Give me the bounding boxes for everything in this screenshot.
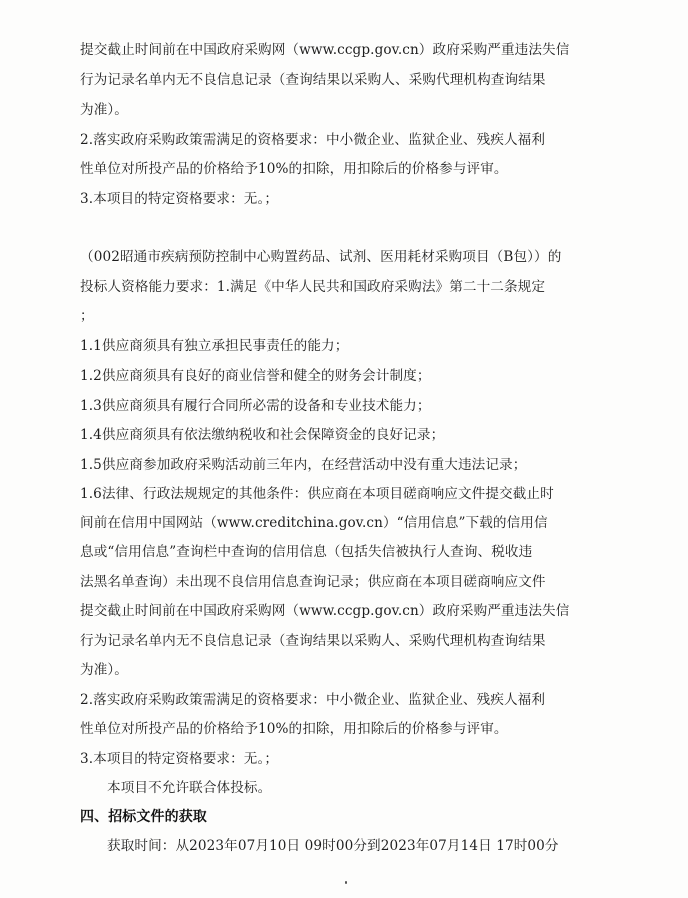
text-line: 性单位对所投产品的价格给予10%的扣除，用扣除后的价格参与评审。: [80, 721, 508, 737]
text-line: 1.6法律、行政法规规定的其他条件：供应商在本项目磋商响应文件提交截止时: [80, 486, 554, 502]
text-line: 提交截止时间前在中国政府采购网（www.ccgp.gov.cn）政府采购严重违法失信: [80, 42, 570, 58]
text-line: （002昭通市疾病预防控制中心购置药品、试剂、医用耗材采购项目（B包））的: [80, 249, 562, 265]
text-line: 间前在信用中国网站（www.creditchina.gov.cn）“信用信息”下载的信用信: [80, 515, 548, 531]
text-line: 1.2供应商须具有良好的商业信誉和健全的财务会计制度；: [80, 368, 431, 384]
text-line: ；: [80, 308, 94, 324]
text-line: 为准）。: [80, 102, 128, 118]
text-line: 行为记录名单内无不良信息记录（查询结果以采购人、采购代理机构查询结果: [80, 633, 546, 649]
text-line: 2.落实政府采购政策需满足的资格要求：中小微企业、监狱企业、残疾人福利: [80, 132, 546, 148]
text-line: 息或“信用信息”查询栏中查询的信用信息（包括失信被执行人查询、税收违: [80, 544, 533, 560]
text-line: 提交截止时间前在中国政府采购网（www.ccgp.gov.cn）政府采购严重违法失信: [80, 603, 570, 619]
text-line: 3.本项目的特定资格要求：无。；: [80, 191, 279, 207]
text-line: 1.5供应商参加政府采购活动前三年内，在经营活动中没有重大违法记录；: [80, 457, 527, 473]
text-line: 1.4供应商须具有依法缴纳税收和社会保障资金的良好记录；: [80, 427, 445, 443]
text-line: 2.落实政府采购政策需满足的资格要求：中小微企业、监狱企业、残疾人福利: [80, 692, 546, 708]
text-line: 为准）。: [80, 662, 128, 678]
text-line: 行为记录名单内无不良信息记录（查询结果以采购人、采购代理机构查询结果: [80, 72, 546, 88]
acquire-time: 获取时间：从2023年07月10日 09时00分到2023年07月14日 17时00分: [107, 838, 559, 854]
text-line: 1.1供应商须具有独立承担民事责任的能力；: [80, 338, 349, 354]
scan-speck: [345, 881, 347, 884]
section-heading: 四、招标文件的获取: [80, 809, 207, 825]
consortium-note: 本项目不允许联合体投标。: [107, 780, 272, 796]
text-line: 投标人资格能力要求：1.满足《中华人民共和国政府采购法》第二十二条规定: [80, 279, 546, 295]
text-line: 3.本项目的特定资格要求：无。；: [80, 751, 279, 767]
text-line: 法黑名单查询）未出现不良信用信息查询记录；供应商在本项目磋商响应文件: [80, 574, 546, 590]
text-line: 性单位对所投产品的价格给予10%的扣除，用扣除后的价格参与评审。: [80, 161, 508, 177]
text-line: 1.3供应商须具有履行合同所必需的设备和专业技术能力；: [80, 398, 431, 414]
